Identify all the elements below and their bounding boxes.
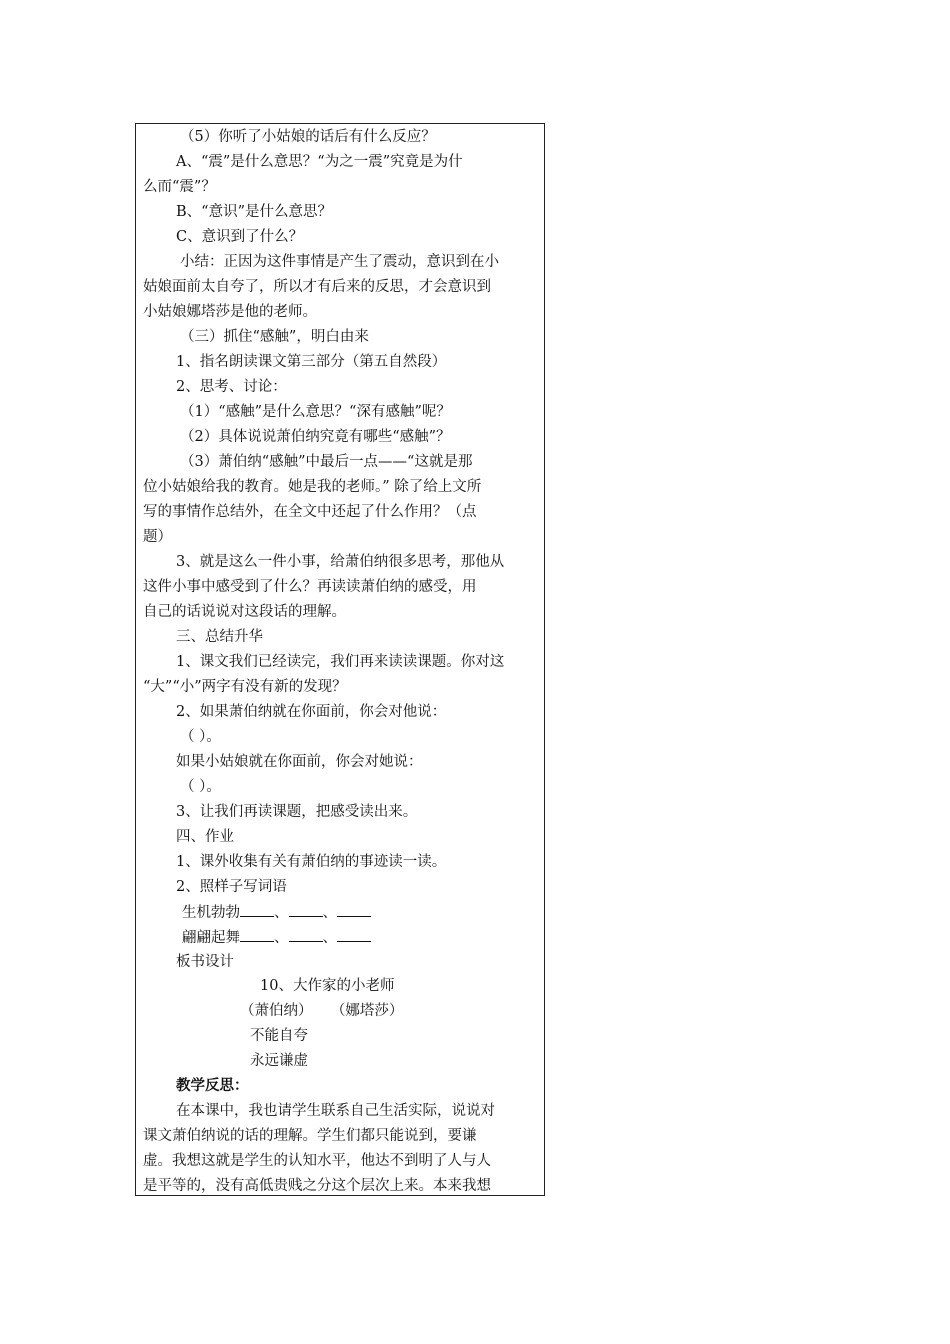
step-3-line2: 这件小事中感受到了什么？再读读萧伯纳的感受，用 [143,579,477,595]
question-a-line2: 么而“震”？ [143,179,216,195]
summary-line3: 小姑娘娜塔莎是他的老师。 [143,304,317,320]
board-names: （萧伯纳） （娜塔莎） [240,1003,404,1019]
word-example-1 [182,902,371,923]
word-example-2 [182,927,371,948]
question-a-line1: A、“震”是什么意思？“为之一震”究竟是为什 [176,154,463,170]
word-example-1-text: 生机勃勃 [182,905,240,921]
reflection-line-2: 课文萧伯纳说的话的理解。学生们都只能说到，要谦 [143,1128,477,1144]
question-b: B、“意识”是什么意思？ [176,204,332,220]
answer-blank-1: （ ）。 [180,729,221,745]
step-3-line3: 自己的话说说对这段话的理解。 [143,604,346,620]
sub-question-3-line1: （3）萧伯纳“感触”中最后一点——“这就是那 [180,454,473,470]
sub-question-2: （2）具体说说萧伯纳究竟有哪些“感触”？ [180,429,451,445]
step-3-line1: 3、就是这么一件小事，给萧伯纳很多思考，那他从 [176,554,505,570]
section-summary-heading: 三、总结升华 [176,629,263,645]
separator: 、 [322,905,337,921]
sub-question-1: （1）“感触”是什么意思？“深有感触”呢？ [180,404,451,420]
summary-step-3: 3、让我们再读课题，把感受读出来。 [176,804,418,820]
section-3-heading: （三）抓住“感触”，明白由来 [180,329,369,345]
board-design-label: 板书设计 [176,954,234,970]
answer-blank-2: （ ）。 [180,779,221,795]
board-row-1: 不能自夸 [250,1028,308,1044]
sub-question-3-line4: 题） [143,529,172,545]
homework-2: 2、照样子写词语 [176,879,287,895]
homework-1: 1、课外收集有关有萧伯纳的事迹读一读。 [176,854,447,870]
word-blank [240,927,274,942]
reflection-line-1: 在本课中，我也请学生联系自己生活实际，说说对 [176,1103,495,1119]
word-blank [289,927,323,942]
word-blank [337,927,371,942]
separator: 、 [274,930,289,946]
summary-line1: 小结：正因为这件事情是产生了震动，意识到在小 [180,254,499,270]
homework-heading: 四、作业 [176,829,234,845]
separator: 、 [274,905,289,921]
step-2: 2、思考、讨论： [176,379,287,395]
summary-step-2: 2、如果萧伯纳就在你面前，你会对他说： [176,704,447,720]
reflection-heading: 教学反思： [176,1077,249,1094]
question-5: （5）你听了小姑娘的话后有什么反应？ [180,129,436,145]
board-title: 10、大作家的小老师 [260,978,395,994]
reflection-line-3: 虚。我想这就是学生的认知水平，他达不到明了人与人 [143,1153,491,1169]
word-blank [289,902,323,917]
summary-step-2b: 如果小姑娘就在你面前，你会对她说： [176,754,423,770]
board-row-2: 永远谦虚 [250,1053,308,1069]
word-blank [337,902,371,917]
summary-step-1-line1: 1、课文我们已经读完，我们再来读读课题。你对这 [176,654,505,670]
summary-line2: 姑娘面前太自夸了，所以才有后来的反思，才会意识到 [143,279,491,295]
sub-question-3-line3: 写的事情作总结外，在全文中还起了什么作用？（点 [143,504,477,520]
sub-question-3-line2: 位小姑娘给我的教育。她是我的老师。” 除了给上文所 [143,479,482,495]
word-blank [240,902,274,917]
summary-step-1-line2: “大”“小”两字有没有新的发现？ [143,679,347,695]
word-example-2-text: 翩翩起舞 [182,930,240,946]
separator: 、 [322,930,337,946]
question-c: C、意识到了什么？ [176,229,304,245]
step-1: 1、指名朗读课文第三部分（第五自然段） [176,354,447,370]
reflection-line-4: 是平等的，没有高低贵贱之分这个层次上来。本来我想 [143,1178,491,1194]
